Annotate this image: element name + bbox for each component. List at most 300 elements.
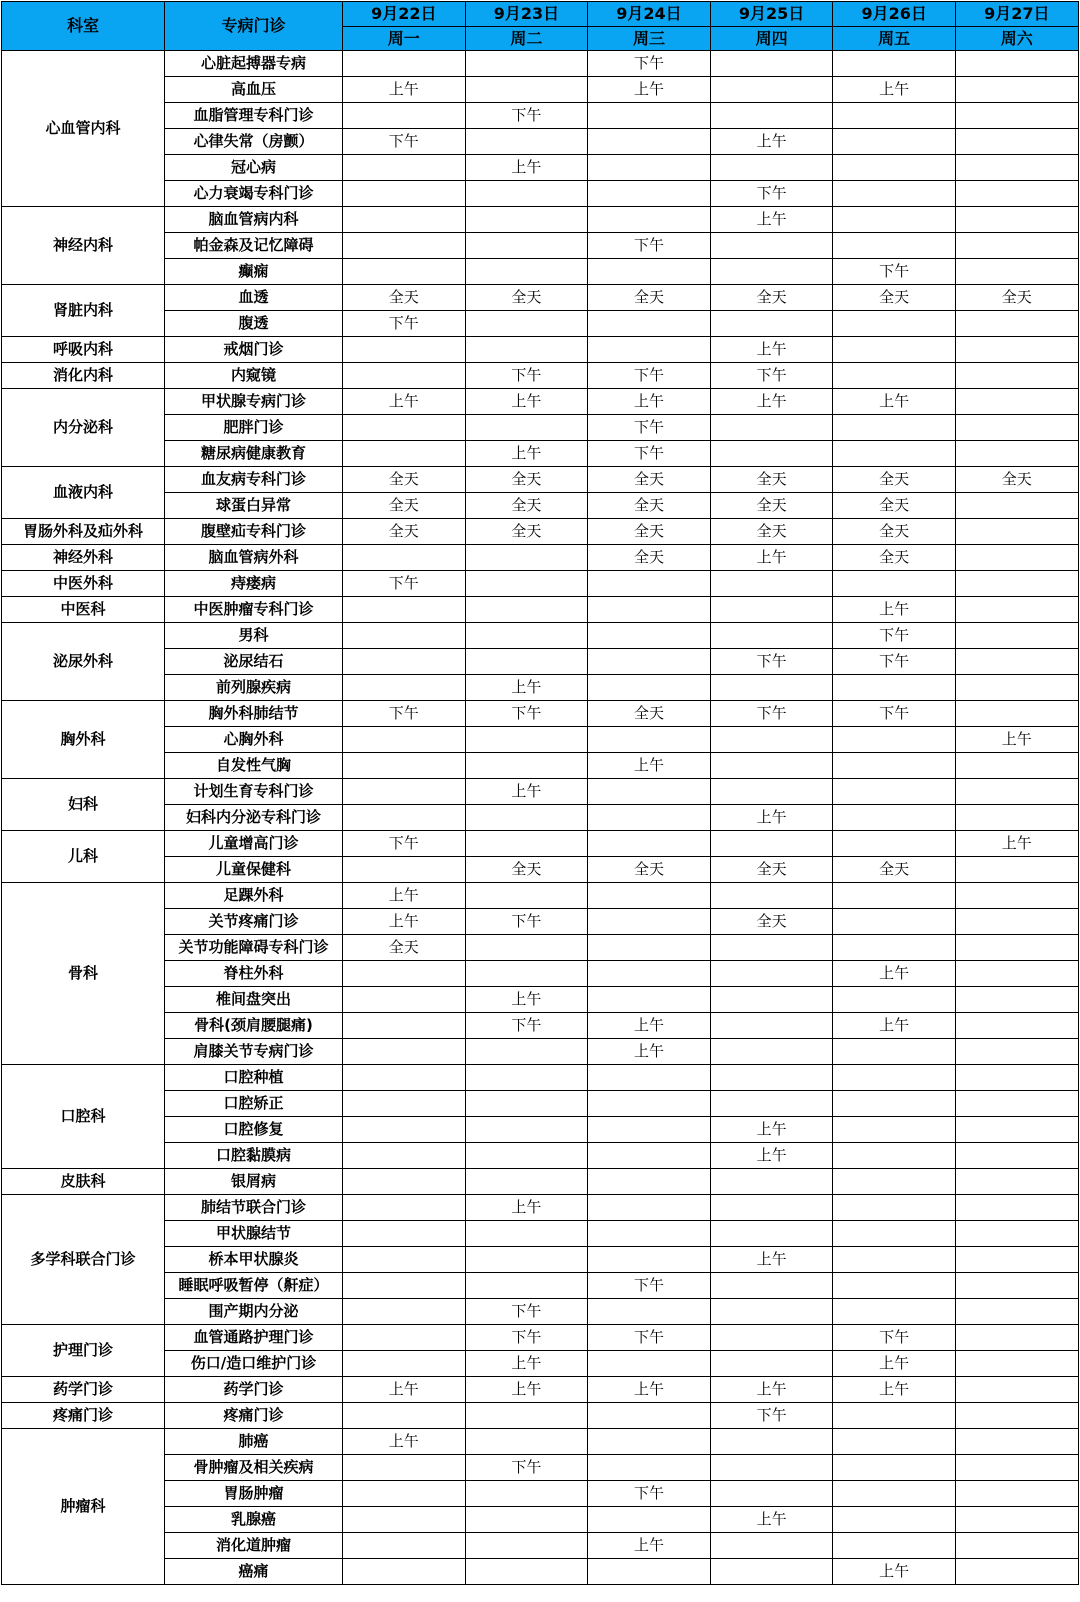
department-cell: 儿科	[2, 831, 165, 883]
clinic-cell: 计划生育专科门诊	[165, 779, 343, 805]
slot-cell: 全天	[588, 285, 711, 311]
slot-cell	[465, 259, 588, 285]
slot-cell	[955, 129, 1078, 155]
slot-cell: 全天	[588, 857, 711, 883]
slot-cell: 下午	[343, 701, 466, 727]
slot-cell	[588, 1299, 711, 1325]
slot-cell: 上午	[343, 909, 466, 935]
slot-cell	[833, 1091, 956, 1117]
slot-cell	[955, 1533, 1078, 1559]
slot-cell: 下午	[710, 181, 833, 207]
clinic-cell: 关节疼痛门诊	[165, 909, 343, 935]
slot-cell: 上午	[465, 675, 588, 701]
slot-cell	[955, 1091, 1078, 1117]
slot-cell	[710, 1065, 833, 1091]
clinic-cell: 高血压	[165, 77, 343, 103]
slot-cell	[343, 259, 466, 285]
slot-cell: 上午	[710, 1117, 833, 1143]
slot-cell	[343, 1091, 466, 1117]
slot-cell	[588, 1117, 711, 1143]
table-row	[2, 623, 1079, 649]
clinic-cell: 消化道肿瘤	[165, 1533, 343, 1559]
department-cell: 肿瘤科	[2, 1429, 165, 1585]
slot-cell	[955, 155, 1078, 181]
clinic-cell: 癌痛	[165, 1559, 343, 1585]
slot-cell: 上午	[833, 389, 956, 415]
slot-cell	[465, 77, 588, 103]
slot-cell: 上午	[588, 753, 711, 779]
slot-cell	[710, 1195, 833, 1221]
slot-cell	[710, 779, 833, 805]
schedule-page	[1, 1, 1079, 1585]
slot-cell	[955, 337, 1078, 363]
table-row	[2, 51, 1079, 77]
clinic-cell: 糖尿病健康教育	[165, 441, 343, 467]
slot-cell	[833, 805, 956, 831]
slot-cell	[955, 675, 1078, 701]
clinic-cell: 围产期内分泌	[165, 1299, 343, 1325]
slot-cell	[588, 207, 711, 233]
table-row	[2, 519, 1079, 545]
slot-cell: 上午	[833, 961, 956, 987]
slot-cell	[343, 1533, 466, 1559]
slot-cell	[955, 623, 1078, 649]
slot-cell	[833, 1273, 956, 1299]
department-cell: 泌尿外科	[2, 623, 165, 701]
clinic-cell: 疼痛门诊	[165, 1403, 343, 1429]
slot-cell	[343, 779, 466, 805]
slot-cell	[833, 337, 956, 363]
clinic-cell: 心胸外科	[165, 727, 343, 753]
slot-cell	[465, 649, 588, 675]
slot-cell	[343, 1455, 466, 1481]
slot-cell	[465, 805, 588, 831]
slot-cell	[710, 259, 833, 285]
slot-cell	[465, 1247, 588, 1273]
table-row	[2, 1429, 1079, 1455]
slot-cell	[343, 337, 466, 363]
slot-cell	[710, 1325, 833, 1351]
clinic-cell: 椎间盘突出	[165, 987, 343, 1013]
slot-cell	[833, 1455, 956, 1481]
slot-cell	[710, 103, 833, 129]
slot-cell: 下午	[465, 103, 588, 129]
slot-cell: 上午	[588, 1377, 711, 1403]
slot-cell	[343, 987, 466, 1013]
slot-cell	[955, 1325, 1078, 1351]
slot-cell	[588, 1507, 711, 1533]
slot-cell: 全天	[710, 285, 833, 311]
slot-cell	[465, 1273, 588, 1299]
slot-cell	[465, 1039, 588, 1065]
slot-cell	[833, 311, 956, 337]
slot-cell	[588, 987, 711, 1013]
slot-cell	[833, 1247, 956, 1273]
slot-cell	[588, 337, 711, 363]
slot-cell	[710, 155, 833, 181]
slot-cell	[343, 1039, 466, 1065]
clinic-cell: 儿童保健科	[165, 857, 343, 883]
slot-cell	[955, 571, 1078, 597]
slot-cell	[833, 883, 956, 909]
slot-cell	[833, 1481, 956, 1507]
slot-cell	[833, 51, 956, 77]
slot-cell: 下午	[588, 1481, 711, 1507]
slot-cell: 上午	[833, 1351, 956, 1377]
slot-cell	[588, 1221, 711, 1247]
slot-cell	[833, 207, 956, 233]
slot-cell	[833, 909, 956, 935]
slot-cell: 下午	[588, 363, 711, 389]
slot-cell	[343, 181, 466, 207]
clinic-cell: 血友病专科门诊	[165, 467, 343, 493]
slot-cell	[343, 1221, 466, 1247]
slot-cell	[833, 675, 956, 701]
slot-cell: 下午	[833, 259, 956, 285]
slot-cell: 上午	[465, 389, 588, 415]
clinic-cell: 心脏起搏器专病	[165, 51, 343, 77]
slot-cell	[588, 259, 711, 285]
table-row	[2, 337, 1079, 363]
header-weekday: 周三	[588, 27, 711, 51]
slot-cell: 全天	[710, 467, 833, 493]
slot-cell	[710, 1481, 833, 1507]
department-cell: 皮肤科	[2, 1169, 165, 1195]
header-date: 9月25日	[710, 2, 833, 27]
slot-cell	[833, 103, 956, 129]
table-row	[2, 1195, 1079, 1221]
slot-cell	[955, 883, 1078, 909]
slot-cell: 下午	[833, 1325, 956, 1351]
slot-cell	[833, 1039, 956, 1065]
table-row	[2, 883, 1079, 909]
slot-cell	[955, 259, 1078, 285]
slot-cell	[833, 1221, 956, 1247]
slot-cell	[343, 623, 466, 649]
clinic-cell: 内窥镜	[165, 363, 343, 389]
slot-cell	[710, 1013, 833, 1039]
department-cell: 中医外科	[2, 571, 165, 597]
slot-cell: 上午	[710, 1377, 833, 1403]
table-row	[2, 1065, 1079, 1091]
slot-cell	[343, 545, 466, 571]
clinic-cell: 癫痫	[165, 259, 343, 285]
slot-cell: 下午	[465, 701, 588, 727]
slot-cell	[833, 1533, 956, 1559]
slot-cell	[833, 779, 956, 805]
slot-cell: 全天	[465, 467, 588, 493]
department-cell: 疼痛门诊	[2, 1403, 165, 1429]
slot-cell	[955, 1507, 1078, 1533]
slot-cell	[343, 1247, 466, 1273]
slot-cell	[955, 779, 1078, 805]
clinic-cell: 心律失常（房颤）	[165, 129, 343, 155]
slot-cell: 下午	[343, 311, 466, 337]
header-weekday: 周二	[465, 27, 588, 51]
table-body	[2, 51, 1079, 1585]
table-row	[2, 1169, 1079, 1195]
slot-cell	[343, 1325, 466, 1351]
header-dept: 科室	[2, 2, 165, 51]
slot-cell	[588, 1429, 711, 1455]
slot-cell: 全天	[833, 519, 956, 545]
slot-cell	[955, 701, 1078, 727]
slot-cell	[588, 831, 711, 857]
slot-cell	[588, 181, 711, 207]
slot-cell	[955, 363, 1078, 389]
slot-cell: 上午	[343, 1429, 466, 1455]
slot-cell: 全天	[710, 909, 833, 935]
slot-cell: 上午	[465, 1351, 588, 1377]
slot-cell	[833, 753, 956, 779]
table-row	[2, 1403, 1079, 1429]
slot-cell: 上午	[465, 779, 588, 805]
slot-cell	[955, 857, 1078, 883]
clinic-schedule-table	[1, 1, 1079, 1585]
slot-cell	[955, 1065, 1078, 1091]
slot-cell: 全天	[955, 467, 1078, 493]
clinic-cell: 痔瘘病	[165, 571, 343, 597]
table-row	[2, 285, 1079, 311]
clinic-cell: 口腔矫正	[165, 1091, 343, 1117]
slot-cell: 上午	[465, 155, 588, 181]
slot-cell	[588, 1455, 711, 1481]
slot-cell: 上午	[710, 129, 833, 155]
clinic-cell: 甲状腺专病门诊	[165, 389, 343, 415]
slot-cell: 上午	[343, 77, 466, 103]
slot-cell	[955, 1455, 1078, 1481]
slot-cell	[710, 961, 833, 987]
slot-cell: 上午	[710, 337, 833, 363]
slot-cell	[465, 1429, 588, 1455]
slot-cell	[710, 571, 833, 597]
slot-cell	[955, 1143, 1078, 1169]
slot-cell	[955, 1195, 1078, 1221]
slot-cell	[343, 857, 466, 883]
slot-cell: 上午	[710, 1507, 833, 1533]
slot-cell: 全天	[588, 545, 711, 571]
slot-cell: 全天	[343, 519, 466, 545]
slot-cell: 全天	[588, 493, 711, 519]
department-cell: 胸外科	[2, 701, 165, 779]
slot-cell: 下午	[833, 649, 956, 675]
slot-cell	[710, 675, 833, 701]
slot-cell	[588, 935, 711, 961]
slot-cell	[710, 441, 833, 467]
slot-cell	[710, 831, 833, 857]
department-cell: 中医科	[2, 597, 165, 623]
department-cell: 口腔科	[2, 1065, 165, 1169]
slot-cell	[465, 1507, 588, 1533]
slot-cell: 全天	[833, 857, 956, 883]
slot-cell: 下午	[465, 1455, 588, 1481]
slot-cell	[833, 1403, 956, 1429]
slot-cell	[710, 1169, 833, 1195]
slot-cell	[343, 1143, 466, 1169]
slot-cell	[588, 1065, 711, 1091]
slot-cell: 下午	[588, 1273, 711, 1299]
slot-cell	[343, 1507, 466, 1533]
clinic-cell: 冠心病	[165, 155, 343, 181]
clinic-cell: 中医肿瘤专科门诊	[165, 597, 343, 623]
slot-cell	[465, 831, 588, 857]
slot-cell: 上午	[710, 207, 833, 233]
slot-cell	[588, 1351, 711, 1377]
slot-cell	[588, 909, 711, 935]
slot-cell: 全天	[465, 285, 588, 311]
slot-cell: 全天	[588, 701, 711, 727]
slot-cell	[465, 1221, 588, 1247]
slot-cell	[710, 51, 833, 77]
slot-cell	[833, 1507, 956, 1533]
slot-cell	[955, 987, 1078, 1013]
slot-cell: 下午	[343, 831, 466, 857]
table-row	[2, 701, 1079, 727]
slot-cell: 下午	[833, 623, 956, 649]
slot-cell: 下午	[465, 1013, 588, 1039]
header-date: 9月26日	[833, 2, 956, 27]
slot-cell	[955, 77, 1078, 103]
slot-cell	[343, 207, 466, 233]
slot-cell	[343, 1065, 466, 1091]
slot-cell	[465, 883, 588, 909]
slot-cell: 全天	[833, 467, 956, 493]
clinic-cell: 肺癌	[165, 1429, 343, 1455]
slot-cell	[465, 1143, 588, 1169]
slot-cell	[343, 363, 466, 389]
slot-cell	[343, 727, 466, 753]
clinic-cell: 胃肠肿瘤	[165, 1481, 343, 1507]
slot-cell: 全天	[955, 285, 1078, 311]
slot-cell	[955, 1559, 1078, 1585]
clinic-cell: 自发性气胸	[165, 753, 343, 779]
slot-cell	[465, 545, 588, 571]
slot-cell	[955, 493, 1078, 519]
table-row	[2, 571, 1079, 597]
table-row	[2, 363, 1079, 389]
slot-cell	[955, 1351, 1078, 1377]
clinic-cell: 足踝外科	[165, 883, 343, 909]
slot-cell: 上午	[955, 727, 1078, 753]
slot-cell: 全天	[588, 519, 711, 545]
slot-cell	[833, 1299, 956, 1325]
header-date: 9月24日	[588, 2, 711, 27]
slot-cell: 上午	[710, 1143, 833, 1169]
slot-cell	[833, 155, 956, 181]
slot-cell: 下午	[710, 701, 833, 727]
department-cell: 胃肠外科及疝外科	[2, 519, 165, 545]
slot-cell	[710, 1273, 833, 1299]
slot-cell: 下午	[833, 701, 956, 727]
slot-cell	[465, 337, 588, 363]
slot-cell: 全天	[588, 467, 711, 493]
slot-cell: 上午	[465, 441, 588, 467]
slot-cell	[833, 987, 956, 1013]
slot-cell	[955, 1013, 1078, 1039]
slot-cell	[343, 961, 466, 987]
slot-cell	[465, 1533, 588, 1559]
slot-cell	[343, 441, 466, 467]
clinic-cell: 乳腺癌	[165, 1507, 343, 1533]
slot-cell	[588, 103, 711, 129]
slot-cell	[465, 753, 588, 779]
department-cell: 骨科	[2, 883, 165, 1065]
slot-cell	[833, 1429, 956, 1455]
slot-cell	[710, 597, 833, 623]
slot-cell	[588, 1169, 711, 1195]
slot-cell	[955, 1039, 1078, 1065]
slot-cell	[833, 831, 956, 857]
slot-cell	[588, 571, 711, 597]
slot-cell	[710, 415, 833, 441]
slot-cell	[343, 1195, 466, 1221]
slot-cell	[955, 1299, 1078, 1325]
slot-cell: 上午	[710, 545, 833, 571]
slot-cell: 上午	[588, 1039, 711, 1065]
clinic-cell: 睡眠呼吸暂停（鼾症）	[165, 1273, 343, 1299]
clinic-cell: 银屑病	[165, 1169, 343, 1195]
slot-cell	[465, 1091, 588, 1117]
header-date: 9月23日	[465, 2, 588, 27]
slot-cell	[588, 155, 711, 181]
slot-cell	[588, 1247, 711, 1273]
slot-cell	[343, 1299, 466, 1325]
slot-cell	[588, 1195, 711, 1221]
slot-cell: 上午	[343, 389, 466, 415]
clinic-cell: 甲状腺结节	[165, 1221, 343, 1247]
slot-cell	[710, 1351, 833, 1377]
slot-cell	[710, 883, 833, 909]
clinic-cell: 胸外科肺结节	[165, 701, 343, 727]
slot-cell: 下午	[588, 415, 711, 441]
clinic-cell: 肺结节联合门诊	[165, 1195, 343, 1221]
slot-cell	[710, 1221, 833, 1247]
department-cell: 消化内科	[2, 363, 165, 389]
slot-cell	[343, 597, 466, 623]
slot-cell	[833, 415, 956, 441]
department-cell: 神经外科	[2, 545, 165, 571]
slot-cell: 下午	[710, 363, 833, 389]
slot-cell	[588, 779, 711, 805]
slot-cell: 上午	[710, 389, 833, 415]
clinic-cell: 口腔黏膜病	[165, 1143, 343, 1169]
slot-cell	[833, 1143, 956, 1169]
slot-cell: 上午	[710, 805, 833, 831]
slot-cell	[955, 233, 1078, 259]
slot-cell	[343, 233, 466, 259]
slot-cell	[955, 909, 1078, 935]
slot-cell	[955, 1377, 1078, 1403]
slot-cell	[833, 571, 956, 597]
slot-cell	[343, 103, 466, 129]
slot-cell: 全天	[465, 857, 588, 883]
slot-cell	[710, 1559, 833, 1585]
slot-cell	[955, 1273, 1078, 1299]
header-weekday: 周一	[343, 27, 466, 51]
clinic-cell: 血管通路护理门诊	[165, 1325, 343, 1351]
slot-cell: 上午	[833, 597, 956, 623]
slot-cell	[343, 1117, 466, 1143]
slot-cell	[588, 1143, 711, 1169]
header-clinic: 专病门诊	[165, 2, 343, 51]
slot-cell	[833, 727, 956, 753]
department-cell: 心血管内科	[2, 51, 165, 207]
department-cell: 内分泌科	[2, 389, 165, 467]
slot-cell: 下午	[465, 1325, 588, 1351]
clinic-cell: 妇科内分泌专科门诊	[165, 805, 343, 831]
slot-cell: 下午	[710, 649, 833, 675]
slot-cell	[955, 545, 1078, 571]
